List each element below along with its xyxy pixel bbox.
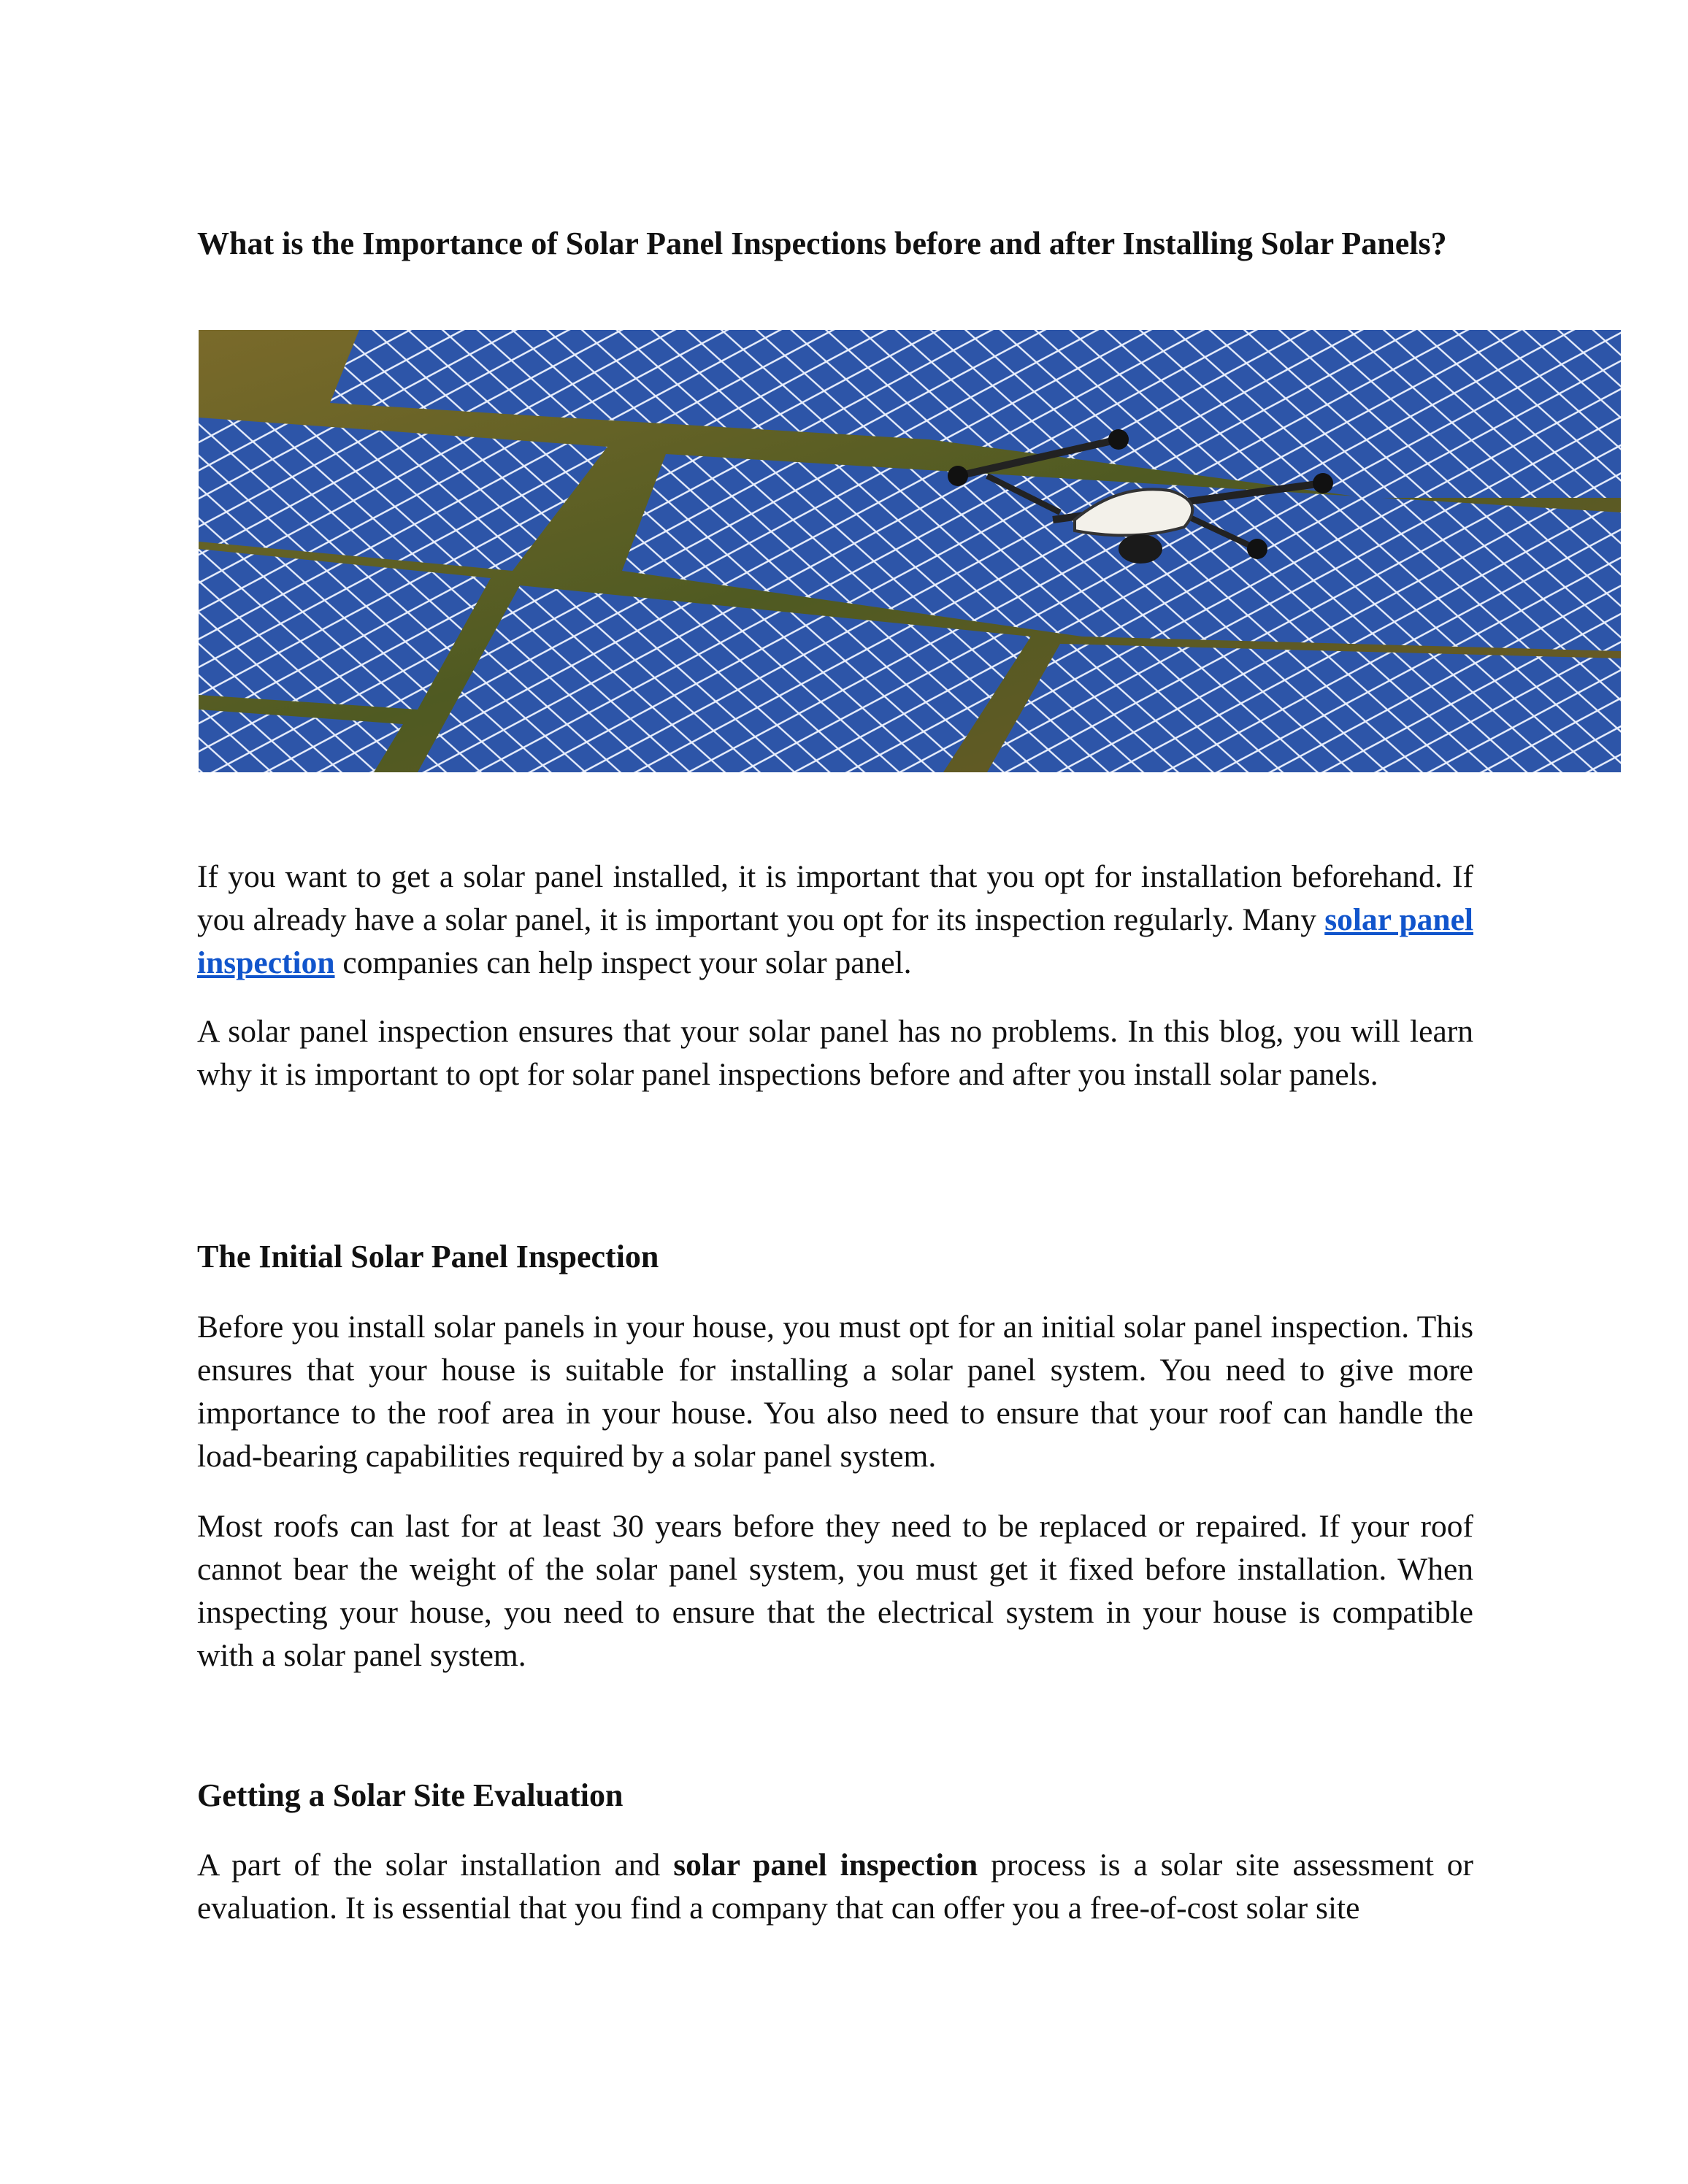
intro-paragraph-1: If you want to get a solar panel installed, it is important that you opt for installation beforehand. If you already have a solar panel, it is important you opt for its inspection regularly. Many solar panel inspection companies can help inspect your solar panel. [197,859,1473,980]
solar-panel-inspection-link[interactable]: solar panel inspection [197,902,1473,980]
intro-paragraph-2: A solar panel inspection ensures that your solar panel has no problems. In this blog, you will learn why it is important to opt for solar panel inspections before and after you install solar panels. [197,1014,1473,1092]
bold-term: solar panel inspection [673,1847,978,1883]
section-heading-site-evaluation: Getting a Solar Site Evaluation [197,1777,624,1813]
hero-image [199,330,1621,772]
solar-panels-drone-photo-icon [199,330,1621,772]
section-heading-initial-inspection: The Initial Solar Panel Inspection [197,1239,659,1274]
document-title: What is the Importance of Solar Panel Inspections before and after Installing Solar Panels? [197,226,1447,261]
section1-paragraph-2: Most roofs can last for at least 30 years before they need to be replaced or repaired. If your roof cannot bear the weight of the solar panel system, you must get it fixed before installation. When inspecting your house, you need to ensure that the electrical system in your house is compatible with a solar panel system. [197,1509,1473,1673]
section1-paragraph-1: Before you install solar panels in your house, you must opt for an initial solar panel inspection. This ensures that your house is suitable for installing a solar panel system. You need to give more importance to the roof area in your house. You also need to ensure that your roof can handle the load-bearing capabilities required by a solar panel system. [197,1310,1473,1474]
section2-paragraph-1: A part of the solar installation and solar panel inspection process is a solar site assessment or evaluation. It is essential that you find a company that can offer you a free-of-cost solar site [197,1847,1473,1926]
